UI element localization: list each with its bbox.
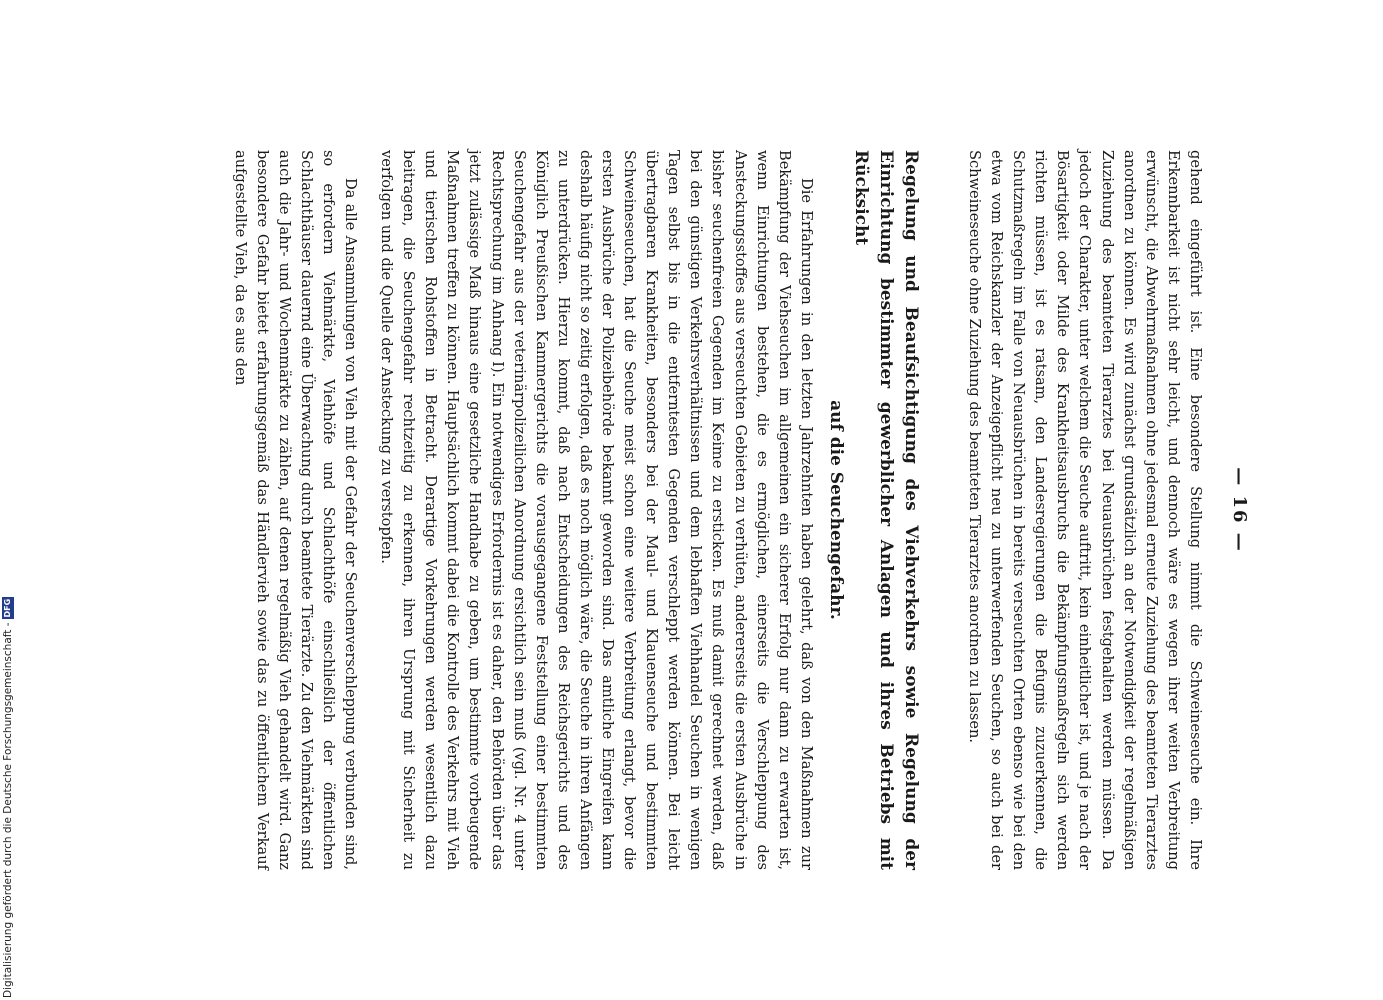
section-heading-last-line: auf die Seuchengefahr. bbox=[825, 400, 846, 620]
section-heading-text: Regelung und Beaufsichtigung des Viehverkehrs sowie Regelung der Einrichtung bestimmter gewerblicher Anlagen und ihres Betriebs mit Rücksicht bbox=[850, 150, 921, 870]
dfg-logo-icon: DFG bbox=[3, 598, 12, 618]
paragraph-gap bbox=[361, 150, 375, 870]
section-heading bbox=[823, 150, 923, 870]
body-paragraph-3: Da alle Ansammlungen von Vieh mit der Gefahr der Seuchenverschleppung verbunden sind, so erfordern Viehmärkte, Viehhöfe und Schlachthöfe einschließlich der öffentlichen Schlachthäuser dauernd eine Überwachung durch beamtete Tierärzte. Zu den Viehmärkten sind auch die Jahr- und Wochenmärkte zu zählen, auf denen regelmäßig Vieh gehandelt wird. Ganz besondere Gefahr bietet erfahrungsgemäß das Händlervieh sowie das zu öffentlichem Verkauf aufgestellte Vieh, da es aus den bbox=[231, 150, 359, 870]
page-number: — 16 — bbox=[1229, 467, 1250, 553]
credit-text: Digitalisierung gefördert durch die Deutsche Forschungsgemeinschaft - bbox=[2, 622, 14, 998]
body-paragraph-2: Die Erfahrungen in den letzten Jahrzehnten haben gelehrt, daß von den Maßnahmen zur Bekämpfung der Viehseuchen im allgemeinen ein sicherer Erfolg nur dann zu erwarten ist, wenn Einrichtungen bestehen, die es ermöglichen, einerseits die Verschleppung des Ansteckungsstoffes aus verseuchten Gebieten zu verhüten, andererseits die ersten Ausbrüche in bisher seuchenfreien Gegenden im Keime zu ersticken. Es muß damit gerechnet werden, daß bei den günstigen Verkehrsverhältnissen und dem lebhaften Viehhandel Seuchen in wenigen Tagen selbst bis in die entferntesten Gegenden verschleppt werden können. Bei leicht übertragbaren Krankheiten, besonders bei der Maul- und Klauenseuche und bestimmten Schweineseuchen, hat die Seuche meist schon eine weitere Verbreitung erlangt, bevor die ersten Ausbrüche der Polizeibehörde bekannt geworden sind. Das amtliche Eingreifen kann deshalb häufig nicht so zeitig erfolgen, daß es noch möglich wäre, die Seuche in ihren Anfängen zu unterdrücken. Hierzu kommt, daß nach Entscheidungen des Reichsgerichts und des Königlich Preußischen Kammergerichts die vorausgegangene Feststellung einer bestimmten Seuchengefahr aus der veterinärpolizeilichen Anordnung ersichtlich sein muß (vgl. Nr. 4 unter Rechtsprechung im Anhang I). Ein notwendiges Erfordernis ist es daher, den Behörden über das jetzt zulässige Maß hinaus eine gesetzliche Handhabe zu geben, um bestimmte vorbeugende Maßnahmen treffen zu können. Hauptsächlich kommt dabei die Kontrolle des Verkehrs mit Vieh und tierischen Rohstoffen in Betracht. Derartige Vorkehrungen werden wesentlich dazu beitragen, die Seuchengefahr rechtzeitig zu erkennen, ihren Ursprung mit Sicherheit zu verfolgen und die Quelle der Ansteckung zu verstopfen. bbox=[378, 150, 815, 870]
intro-paragraph: gehend eingeführt ist. Eine besondere Stellung nimmt die Schweineseuche ein. Ihre Erkennbarkeit ist nicht sehr leicht, und dennoch wäre es wegen ihrer weiten Verbreitung erwünscht, die Abwehrmaßnahmen ohne jedesmal erneute Zuziehung des beamteten Tierarztes anordnen zu können. Es wird zunächst grundsätzlich an der Notwendigkeit der regelmäßigen Zuziehung des beamteten Tierarztes bei Neuausbrüchen festgehalten werden müssen. Da jedoch der Charakter, unter welchem die Seuche auftritt, kein einheitlicher ist, und je nach der Bösartigkeit oder Milde des Krankheitsausbruchs die Bekämpfungsmaßregeln sich werden richten müssen, ist es ratsam, den Landesregierungen die Befugnis zuzuerkennen, die Schutzmaßregeln im Falle von Neuausbrüchen in bereits verseuchten Orten ebenso wie bei den etwa vom Reichskanzler der Anzeigepflicht neu zu unterwerfenden Seuchen, so auch bei der Schweineseuche ohne Zuziehung des beamteten Tierarztes anordnen zu lassen. bbox=[965, 150, 1204, 870]
scanned-page bbox=[140, 150, 1250, 870]
digitization-credit bbox=[2, 597, 14, 998]
